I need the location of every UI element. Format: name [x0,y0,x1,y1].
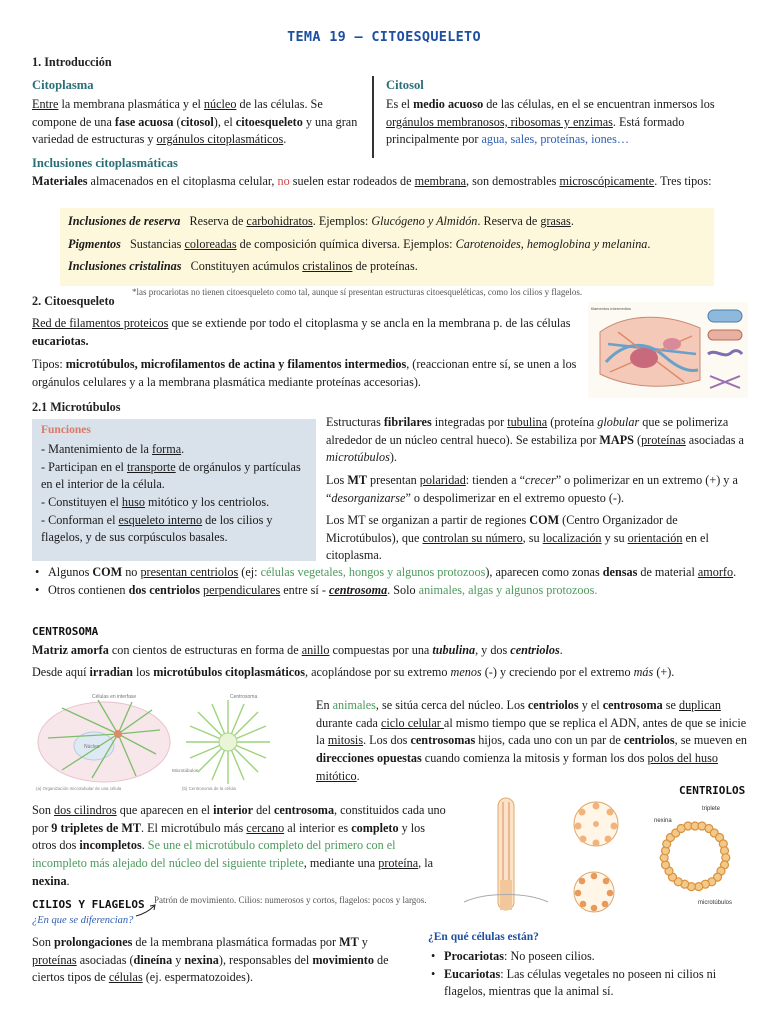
funciones-box [32,419,316,561]
section-21-heading: 2.1 Microtúbulos [32,400,121,414]
citoplasma-heading: Citoplasma [32,78,94,92]
inclusion-row-reserva: Inclusiones de reserva Reserva de carbohidratos. Ejemplos: Glucógeno y Almidón. Reserva de grasas. [68,214,574,228]
fig-caption-b: (b) Centrosoma de la célula [182,786,236,791]
fig-label-celulas: Células en interfase [92,694,137,700]
citoplasma-text: Entre la membrana plasmática y el núcleo de las células. Se compone de una fase acuosa (citosol), el citoesqueleto y una gran variedad de estructuras y orgánulos citoplasmáticos. [32,97,358,147]
column-divider [372,76,374,158]
cilios-heading: CILIOS Y FLAGELOS [32,898,145,911]
funcion-item: - Conforman el esqueleto interno de los cilios y flagelos, y de sus corpúsculos basales. [41,512,273,545]
mt-com: Los MT se organizan a partir de regiones COM (Centro Organizador de Microtúbulos), que controlan su número, su localización y su orientación en el citoplasma. [326,513,709,563]
page-title: TEMA 19 – CITOESQUELETO [287,29,481,45]
inclusion-row-pigmentos: Pigmentos Sustancias coloreadas de composición química diversa. Ejemplos: Carotenoides, hemoglobina y melanina. [68,237,651,251]
mt-polaridad: Los MT presentan polaridad: tienden a “crecer” o polimerizar en un extremo (+) y a “desorganizarse” o despolimerizar en el extremo opuesto (-). [326,473,738,505]
section-2-heading: 2. Citoesqueleto [32,294,115,308]
cilios-text: Son prolongaciones de la membrana plasmática formadas por MT y proteínas asociadas (dineína y nexina), responsables del movimiento de ciertos tipos de células (ej. espermatozoides). [32,935,389,985]
inclusion-row-cristalinas: Inclusiones cristalinas Constituyen acúmulos cristalinos de proteínas. [68,259,418,273]
com-list [32,564,748,599]
inclusiones-heading: Inclusiones citoplasmáticas [32,156,178,170]
inclusiones-text: Materiales almacenados en el citoplasma celular, no suelen estar rodeados de membrana, son demostrables microscópicamente. Tres tipos: [32,174,712,188]
label-triplete: triplete [702,806,721,812]
fig-label-microtubulos: Microtúbulos [172,768,199,773]
cilios-note: Patrón de movimiento. Cilios: numerosos y cortos, flagelos: pocos y largos. [154,895,427,905]
centrosome-figure [32,690,304,794]
com-item-con-centriolos: • Otros contienen dos centriolos perpendiculares entre sí - centrosoma. Solo animales, algas y algunos protozoos. [32,582,748,600]
cytoskeleton-figure [588,302,748,398]
funcion-item: - Mantenimiento de la forma. [41,442,185,456]
citoesqueleto-tipos: Tipos: microtúbulos, microfilamentos de actina y filamentos intermedios, (reaccionan entre sí, se unen a los orgánulos celulares y a la membrana plasmática mediante proteínas accesorias). [32,357,577,389]
section-1-heading: 1. Introducción [32,55,112,69]
centriole-figure [642,800,748,912]
inclusiones-box [60,208,714,286]
fig-caption-a: (a) Organización microtubular de una célula [36,786,122,791]
funciones-heading: Funciones [41,424,91,436]
citosol-text: Es el medio acuoso de las células, en el se encuentran inmersos los orgánulos membranosos, ribosomas y enzimas. Está formado principalmente por agua, sales, proteínas, iones… [386,97,715,147]
microtubule-circle [677,825,685,833]
celulas-question: ¿En qué células están? [428,931,539,943]
citosol-heading: Citosol [386,78,424,92]
citoesqueleto-def: Red de filamentos proteicos que se extiende por todo el citoplasma y se ancla en la membrana p. de las células eucariotas. [32,316,571,348]
centriolos-text: Son dos cilindros que aparecen en el interior del centrosoma, constituidos cada uno por 9 tripletes de MT. El microtúbulo más cercano al interior es completo y los otros dos incompletos. Se une el microtúbulo completo del primero con el incompleto más alejado del núcleo del siguiente triplete, mediante una proteína, la nexina. [32,803,446,888]
mt-estructura: Estructuras fibrilares integradas por tubulina (proteína globular que se polimeriza alrededor de un núcleo central hueco). Se estabiliza por MAPS (proteínas asociadas a microtúbulos). [326,415,744,465]
centrosoma-heading: CENTROSOMA [32,625,99,638]
cilios-question: ¿En que se diferencian? [32,915,134,926]
centrosoma-irradian: Desde aquí irradian los microtúbulos citoplasmáticos, acoplándose por su extremo menos (-) y creciendo por el extremo más (+). [32,665,675,679]
label-microtubulos: microtúbulos [698,900,733,906]
microtubule-circle [695,883,703,891]
funcion-item: - Participan en el transporte de orgánulos y partículas en el interior de la célula. [41,459,301,492]
com-item-sin-centriolos: • Algunos COM no presentan centriolos (ej: células vegetales, hongos y algunos protozoos), aparecen como zonas densas de material amorfo. [32,564,748,582]
celulas-list [428,948,748,1001]
cilium-figure [456,792,640,920]
centrosoma-def: Matriz amorfa con cientos de estructuras en forma de anillo compuestas por una tubulina, y dos centriolos. [32,643,563,657]
fig-label-centrosoma: Centrosoma [230,694,258,700]
fig-label-nucleo: Núcleo [84,744,100,750]
eucariotas-item: • Eucariotas: Las células vegetales no poseen ni cilios ni flagelos, mientras que la animal sí. [428,966,748,1001]
figure-label: filamentos intermedios [591,306,632,311]
procariotas-note: *las procariotas no tienen citoesqueleto como tal, aunque sí presentan estructuras citoesqueléticas, como los cilios y flagelos. [132,287,583,297]
label-nexina: nexina [654,818,672,824]
centrosoma-animales: En animales, se sitúa cerca del núcleo. Los centriolos y el centrosoma se duplican durante cada ciclo celular al mismo tiempo que se replica el ADN, antes de que se inicie la mitosis. Los dos centrosomas hijos, cada uno con un par de centriolos, se mueven en direcciones opuestas cuando comienza la mitosis y forman los dos polos del huso mitótico. [316,698,748,783]
procariotas-item: • Procariotas: No poseen cilios. [428,948,748,966]
funcion-item: - Constituyen el huso mitótico y los centriolos. [41,495,270,510]
centriolos-heading: CENTRIOLOS [679,784,746,797]
funciones-list [41,441,311,547]
arrow-icon [134,904,158,918]
